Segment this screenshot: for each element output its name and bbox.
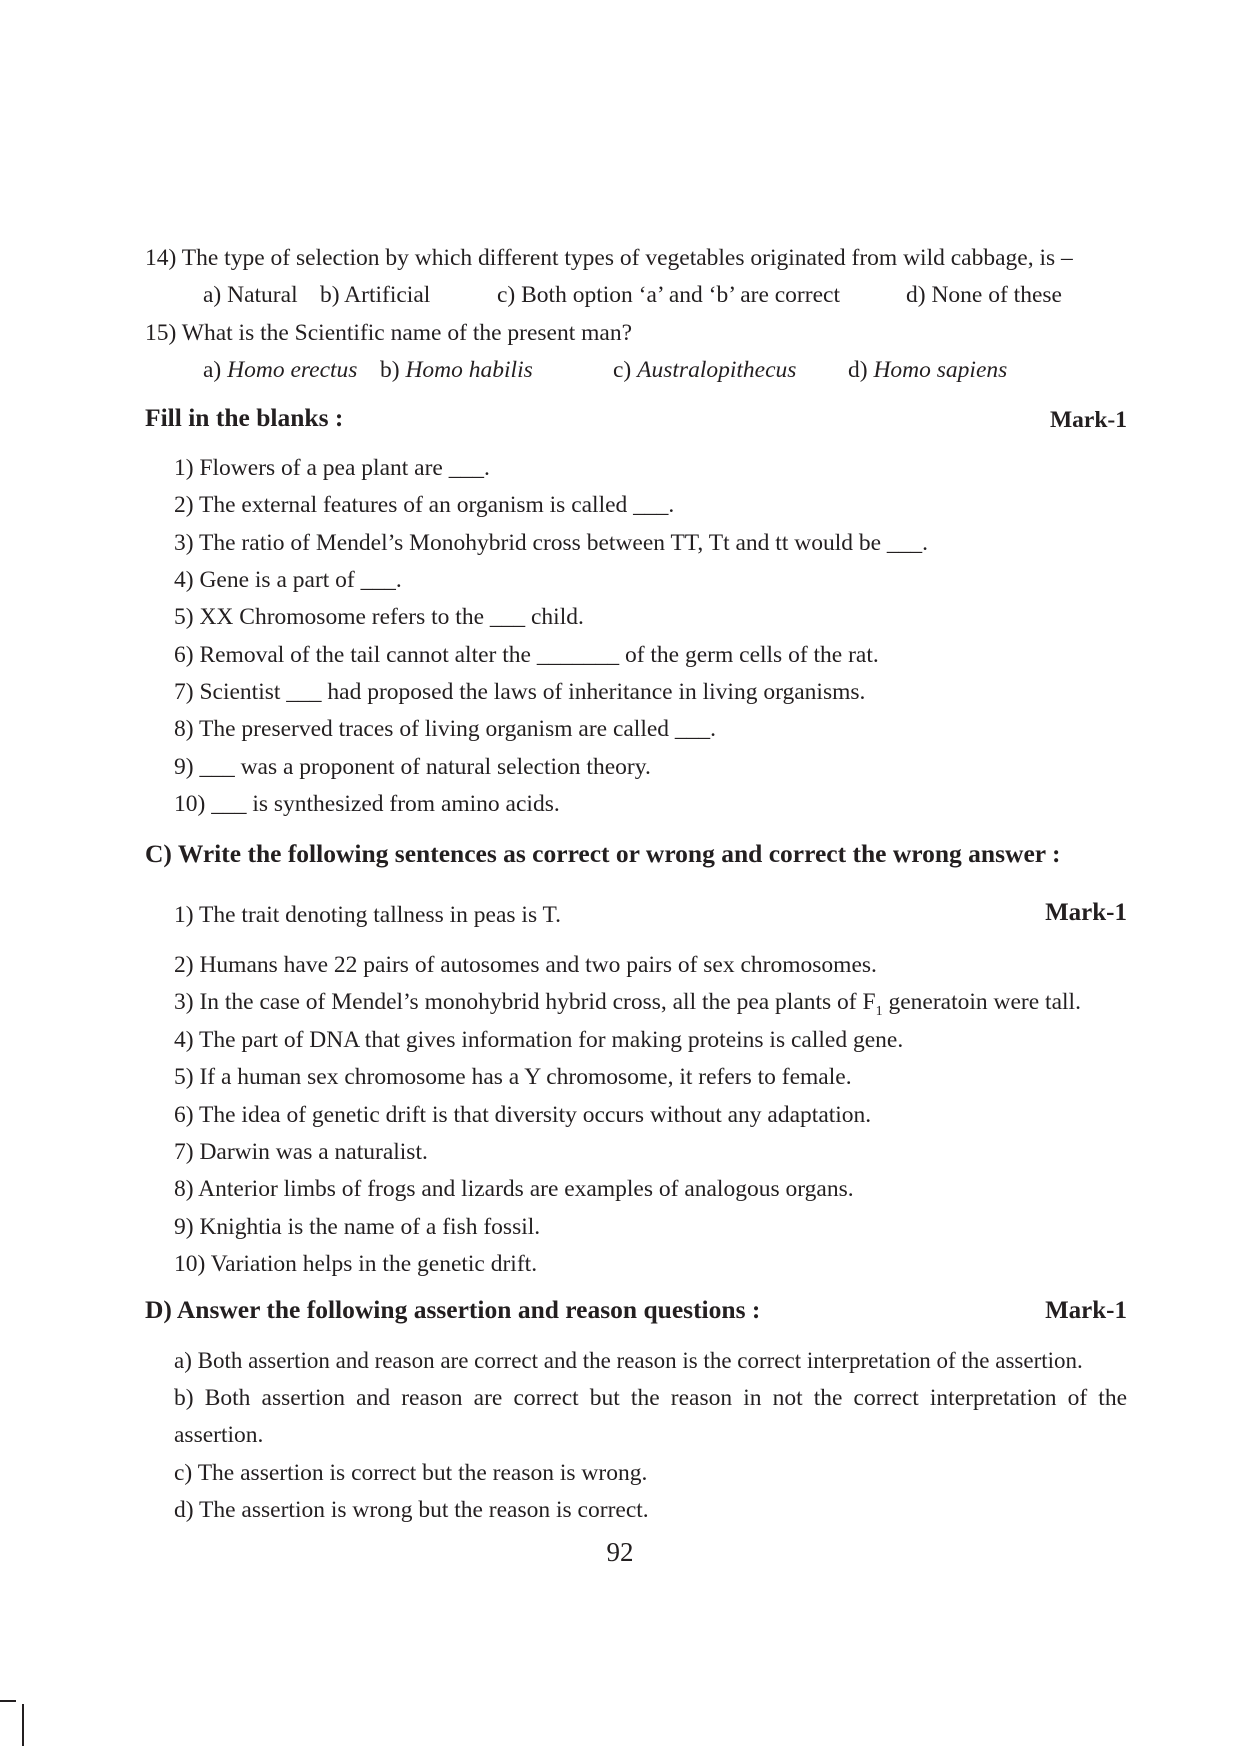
section-d-mark: Mark-1 bbox=[1045, 1297, 1127, 1324]
list-item: 5) If a human sex chromosome has a Y chromosome, it refers to female. bbox=[174, 1064, 852, 1090]
list-item: 2) The external features of an organism is called ___. bbox=[174, 492, 675, 518]
list-item: 1) The trait denoting tallness in peas is T. bbox=[174, 902, 562, 928]
list-item: 6) The idea of genetic drift is that diversity occurs without any adaptation. bbox=[174, 1102, 872, 1128]
q15-option-c: c) Australopithecus bbox=[613, 357, 797, 383]
list-item: 7) Scientist ___ had proposed the laws of inheritance in living organisms. bbox=[174, 679, 866, 705]
list-item: 8) The preserved traces of living organism are called ___. bbox=[174, 716, 717, 742]
q15-option-b: b) Homo habilis bbox=[380, 357, 533, 383]
section-c-heading: C) Write the following sentences as correct or wrong and correct the wrong answer : bbox=[145, 839, 1061, 868]
section-c-mark: Mark-1 bbox=[1045, 899, 1127, 926]
question-15: 15) What is the Scientific name of the present man? bbox=[145, 320, 633, 346]
list-item: 8) Anterior limbs of frogs and lizards are examples of analogous organs. bbox=[174, 1176, 854, 1202]
list-item: 5) XX Chromosome refers to the ___ child. bbox=[174, 604, 584, 630]
q15-option-a: a) Homo erectus bbox=[203, 357, 358, 383]
crop-mark-vertical bbox=[22, 1704, 24, 1746]
list-item: 10) ___ is synthesized from amino acids. bbox=[174, 791, 560, 817]
list-item: 7) Darwin was a naturalist. bbox=[174, 1139, 428, 1165]
list-item: 10) Variation helps in the genetic drift. bbox=[174, 1251, 538, 1277]
list-item: 2) Humans have 22 pairs of autosomes and two pairs of sex chromosomes. bbox=[174, 952, 877, 978]
fill-blanks-mark: Mark-1 bbox=[1049, 407, 1127, 433]
q14-option-d: d) None of these bbox=[906, 282, 1062, 308]
list-item: 9) ___ was a proponent of natural selection theory. bbox=[174, 754, 651, 780]
list-item: 4) The part of DNA that gives information for making proteins is called gene. bbox=[174, 1027, 904, 1053]
list-item: 4) Gene is a part of ___. bbox=[174, 567, 402, 593]
option-c: c) The assertion is correct but the reason is wrong. bbox=[174, 1460, 648, 1486]
fill-blanks-heading: Fill in the blanks : bbox=[145, 403, 344, 432]
q14-option-a: a) Natural bbox=[203, 282, 298, 308]
option-d: d) The assertion is wrong but the reason is correct. bbox=[174, 1497, 649, 1523]
list-item: 1) Flowers of a pea plant are ___. bbox=[174, 455, 490, 481]
q14-option-b: b) Artificial bbox=[320, 282, 431, 308]
option-a: a) Both assertion and reason are correct and the reason is the correct interpretation of the assertion. bbox=[174, 1348, 1083, 1373]
question-14: 14) The type of selection by which different types of vegetables originated from wild cabbage, is – bbox=[145, 245, 1073, 271]
section-d-heading: D) Answer the following assertion and reason questions : bbox=[145, 1295, 761, 1324]
list-item: 6) Removal of the tail cannot alter the _______ of the germ cells of the rat. bbox=[174, 642, 879, 668]
q15-option-d: d) Homo sapiens bbox=[848, 357, 1008, 383]
list-item: 9) Knightia is the name of a fish fossil. bbox=[174, 1214, 541, 1240]
list-item: 3) The ratio of Mendel’s Monohybrid cross between TT, Tt and tt would be ___. bbox=[174, 530, 929, 556]
q14-option-c: c) Both option ‘a’ and ‘b’ are correct bbox=[497, 282, 840, 308]
crop-mark-horizontal bbox=[0, 1700, 16, 1702]
list-item: 3) In the case of Mendel’s monohybrid hybrid cross, all the pea plants of $F_1$ generatoin were tall. bbox=[174, 989, 1081, 1019]
page-number: 92 bbox=[606, 1537, 634, 1567]
option-b: b) Both assertion and reason are correct but the reason in not the correct interpretation of the assertion. bbox=[174, 1385, 1127, 1448]
